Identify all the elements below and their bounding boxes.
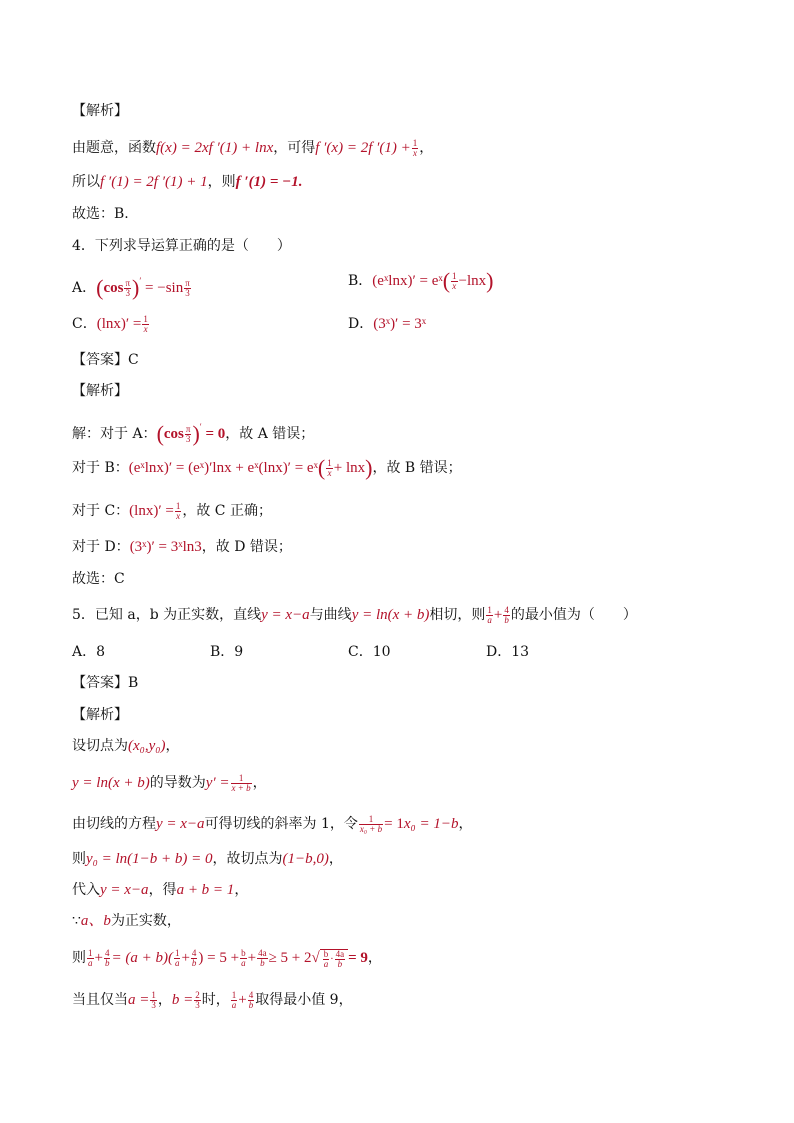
s1-line-1: 由题意，函数f(x) = 2xf ′(1) + lnx，可得f ′(x) = 2f ′(1) + $\frac{1}{x}$ ， xyxy=(72,137,434,158)
q5-step-8: 当且仅当a = $\frac{1}{3}$ ，b = $\frac{2}{3}$ 时， $\frac{1}{a}$ + $\frac{4}{b}$ 取得最小值 9， xyxy=(72,989,353,1011)
s1-line-2: 所以f ′(1) = 2f ′(1) + 1，则f ′(1) = −1. xyxy=(72,174,303,190)
q4-analysis-c: 对于 C：(lnx)′ = $\frac{1}{x}$ ，故 C 正确； xyxy=(72,500,272,521)
q4-analysis-a: 解：对于 A：(cos $\frac{\pi}{3}$ )′ = 0，故 A 错误； xyxy=(72,421,315,446)
q5-step-7: 则 $\frac{1}{a}$ + $\frac{4}{b}$ = (a + b)( $\frac{1}{a}$ + $\frac{4}{b}$ ) = 5 + $\frac{b}{a}$ + $\frac{4a}{b}$ ≥ 5 + 2√ $\frac{b}{a}$ · $\frac{4a}{b}$ = 9， xyxy=(72,948,382,970)
q5-step-3: 由切线的方程y = x−a可得切线的斜率为 1，令 $\frac{1}{\text{x₀ + b}}$ = 1x₀ = 1−b， xyxy=(72,813,473,834)
q5-step-2: y = ln(x + b)的导数为y′ = $\frac{1}{x + b}$ ， xyxy=(72,772,267,793)
q4-answer: 【答案】C xyxy=(72,352,139,368)
q5-option-a: A．8 xyxy=(72,644,106,660)
q4-option-a: A．(cos $\frac{\pi}{3}$ )′ = −sin $\frac{\pi}{3}$ xyxy=(72,275,190,300)
q4-option-b: B．(eˣlnx)′ = eˣ( $\frac{1}{x}$ −lnx) xyxy=(348,268,494,293)
q5-option-c: C．10 xyxy=(348,644,391,660)
q4-conclusion: 故选：C xyxy=(72,571,125,587)
q5-step-6: ∵a、b为正实数， xyxy=(72,913,181,929)
q5-answer: 【答案】B xyxy=(72,675,139,691)
sqrt-expression: √ $\frac{b}{a}$ · $\frac{4a}{b}$ xyxy=(312,950,349,966)
q5-step-4: 则y₀ = ln(1−b + b) = 0，故切点为(1−b,0)， xyxy=(72,851,343,867)
q5-step-5: 代入y = x−a，得a + b = 1， xyxy=(72,882,249,898)
q5-option-d: D．13 xyxy=(486,644,530,660)
jiexi-heading-2: 【解析】 xyxy=(72,383,128,399)
q4-stem: 4．下列求导运算正确的是（ ） xyxy=(72,238,291,254)
q4-option-d: D．(3ˣ)′ = 3ˣ xyxy=(348,316,427,332)
q4-analysis-d: 对于 D：(3ˣ)′ = 3ˣln3，故 D 错误； xyxy=(72,539,292,555)
s1-line-3: 故选：B. xyxy=(72,206,129,222)
q5-option-b: B．9 xyxy=(210,644,244,660)
fraction-1-over-x: $\frac{1}{x}$ xyxy=(412,137,418,158)
q4-analysis-b: 对于 B：(eˣlnx)′ = (eˣ)′lnx + eˣ(lnx)′ = eˣ( $\frac{1}{x}$ + lnx)，故 B 错误； xyxy=(72,455,462,480)
q5-stem: 5．已知 a，b 为正实数，直线y = x−a与曲线y = ln(x + b)相切，则 $\frac{1}{a}$ + $\frac{4}{b}$ 的最小值为（ ） xyxy=(72,605,637,626)
jiexi-heading-3: 【解析】 xyxy=(72,707,128,723)
q5-step-1: 设切点为(x₀,y₀)， xyxy=(72,738,180,754)
jiexi-heading-1: 【解析】 xyxy=(72,103,128,119)
q4-option-c: C．(lnx)′ = $\frac{1}{x}$ xyxy=(72,313,148,334)
